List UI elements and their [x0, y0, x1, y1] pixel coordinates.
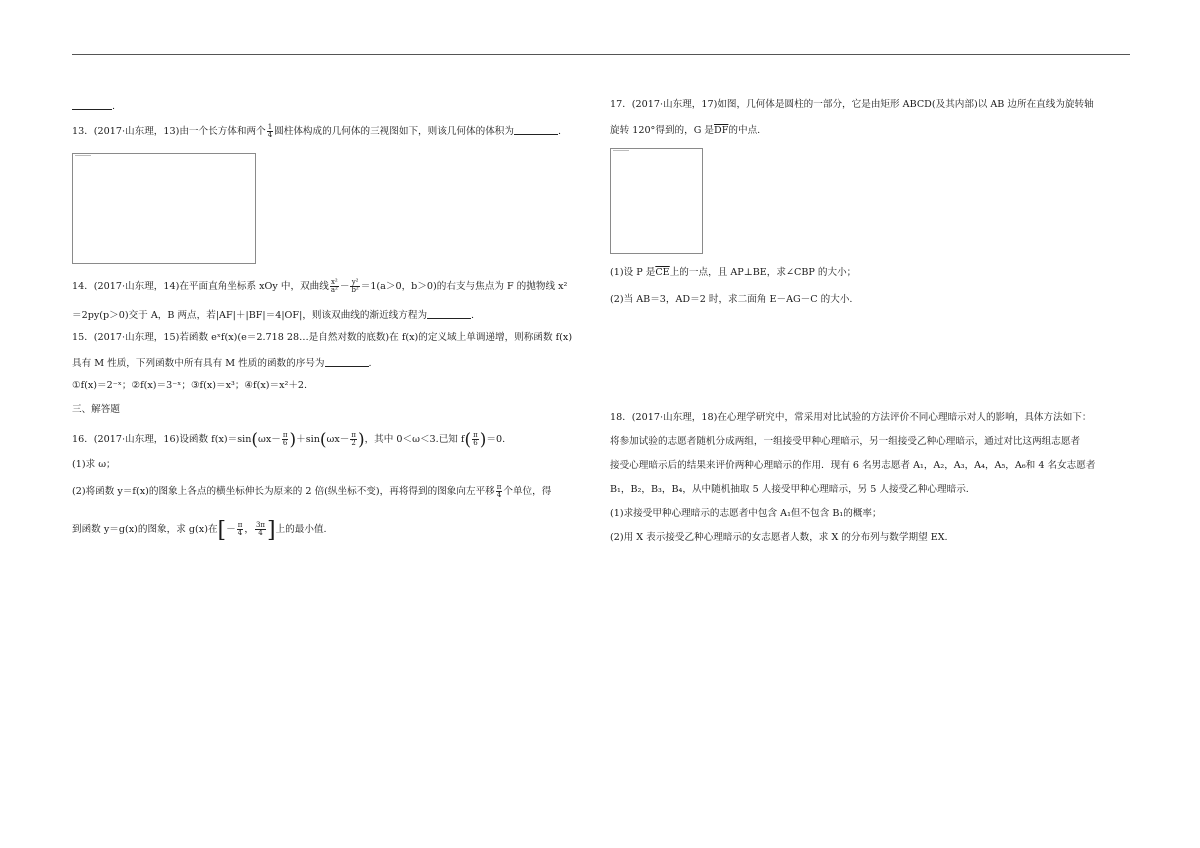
question-13: 13．(2017·山东理，13)由一个长方体和两个 $\frac{1}{4}$ 圆柱体构成的几何体的三视图如下，则该几何体的体积为 .: [72, 123, 562, 139]
fraction-pi-6: $\frac{\pi}{6}$: [282, 431, 288, 447]
fraction-one-quarter: $\frac{1}{4}$: [267, 123, 273, 139]
fraction-3pi-4: $\frac{3\pi}{4}$: [255, 521, 265, 537]
three-view-figure: [72, 153, 256, 264]
cylinder-figure: [610, 148, 703, 254]
fraction-pi-2: $\frac{\pi}{2}$: [351, 431, 356, 447]
carried-answer-blank: .: [72, 100, 115, 112]
fraction-pi-4: $\frac{\pi}{4}$: [237, 521, 243, 537]
question-18-line-1: 18．(2017·山东理，18)在心理学研究中，常采用对比试验的方法评价不同心理暗示对人的影响，具体方法如下：: [610, 412, 1092, 423]
question-15-line-2: 具有 M 性质，下列函数中所有具有 M 性质的函数的序号为 .: [72, 358, 372, 369]
answer-blank: [325, 357, 369, 367]
question-18-part-2: (2)用 X 表示接受乙种心理暗示的女志愿者人数，求 X 的分布列与数学期望 EX.: [610, 532, 948, 543]
question-18-part-1: (1)求接受甲种心理暗示的志愿者中包含 A₁但不包含 B₁的概率；: [610, 508, 882, 519]
question-16-part-1: (1)求 ω；: [72, 459, 116, 470]
answer-blank: [514, 125, 558, 135]
fraction-x2-a2: $\frac{\text{x²}}{\text{a²}}$: [330, 278, 338, 294]
answer-blank: [427, 309, 471, 319]
question-18-line-4: B₁，B₂，B₃，B₄，从中随机抽取 5 人接受甲种心理暗示，另 5 人接受乙种心理暗示.: [610, 484, 969, 495]
question-17-line-1: 17．(2017·山东理，17)如图，几何体是圆柱的一部分，它是由矩形 ABCD(及其内部)以 AB 边所在直线为旋转轴: [610, 99, 1094, 110]
question-17-line-2: 旋转 120°得到的，G 是$\overline{DF}$的中点.: [610, 125, 761, 136]
fraction-y2-b2: $\frac{\text{y²}}{\text{b²}}$: [351, 278, 359, 294]
question-14-line-1: 14．(2017·山东理，14)在平面直角坐标系 xOy 中，双曲线 $\frac{\text{x²}}{\text{a²}}$ － $\frac{\text{y²}}{\text{b²}}$ ＝1(a＞0，b＞0)的右支与焦点为 F 的抛物线 x²: [72, 278, 568, 294]
question-17-part-1: (1)设 P 是$\overline{CE}$上的一点，且 AP⊥BE，求∠CBP 的大小；: [610, 267, 857, 278]
question-18-line-3: 接受心理暗示后的结果来评价两种心理暗示的作用．现有 6 名男志愿者 A₁，A₂，A₃，A₄，A₅，A₆和 4 名女志愿者: [610, 460, 1096, 471]
question-14-line-2: ＝2py(p＞0)交于 A，B 两点，若|AF|＋|BF|＝4|OF|，则该双曲线的渐近线方程为 .: [72, 310, 475, 321]
question-15-options: ①f(x)＝2⁻ˣ；②f(x)＝3⁻ˣ；③f(x)＝x³；④f(x)＝x²＋2.: [72, 380, 308, 391]
answer-blank: [72, 100, 112, 110]
header-rule: [72, 54, 1130, 55]
question-17-part-2: (2)当 AB＝3，AD＝2 时，求二面角 E－AG－C 的大小.: [610, 294, 853, 305]
fraction-pi-4: $\frac{\pi}{4}$: [496, 483, 502, 499]
question-16-line-1: 16．(2017·山东理，16)设函数 f(x)＝sin(ωx－ $\frac{\pi}{6}$ )＋sin(ωx－ $\frac{\pi}{2}$ )，其中 0＜ω＜3.已知 f( $\frac{\pi}{6}$ )＝0.: [72, 430, 506, 450]
section-heading: 三、解答题: [72, 404, 120, 415]
fraction-pi-6: $\frac{\pi}{6}$: [473, 431, 478, 447]
question-16-part-2-line-2: 到函数 y＝g(x)的图象，求 g(x)在[－ $\frac{\pi}{4}$ ， $\frac{3\pi}{4}$ ]上的最小值.: [72, 518, 327, 543]
question-16-part-2-line-1: (2)将函数 y＝f(x)的图象上各点的横坐标伸长为原来的 2 倍(纵坐标不变)，再将得到的图象向左平移 $\frac{\pi}{4}$ 个单位，得: [72, 483, 552, 499]
question-15-line-1: 15．(2017·山东理，15)若函数 eˣf(x)(e＝2.718 28…是自然对数的底数)在 f(x)的定义域上单调递增，则称函数 f(x): [72, 332, 573, 343]
question-18-line-2: 将参加试验的志愿者随机分成两组，一组接受甲种心理暗示，另一组接受乙种心理暗示，通过对比这两组志愿者: [610, 436, 1081, 447]
